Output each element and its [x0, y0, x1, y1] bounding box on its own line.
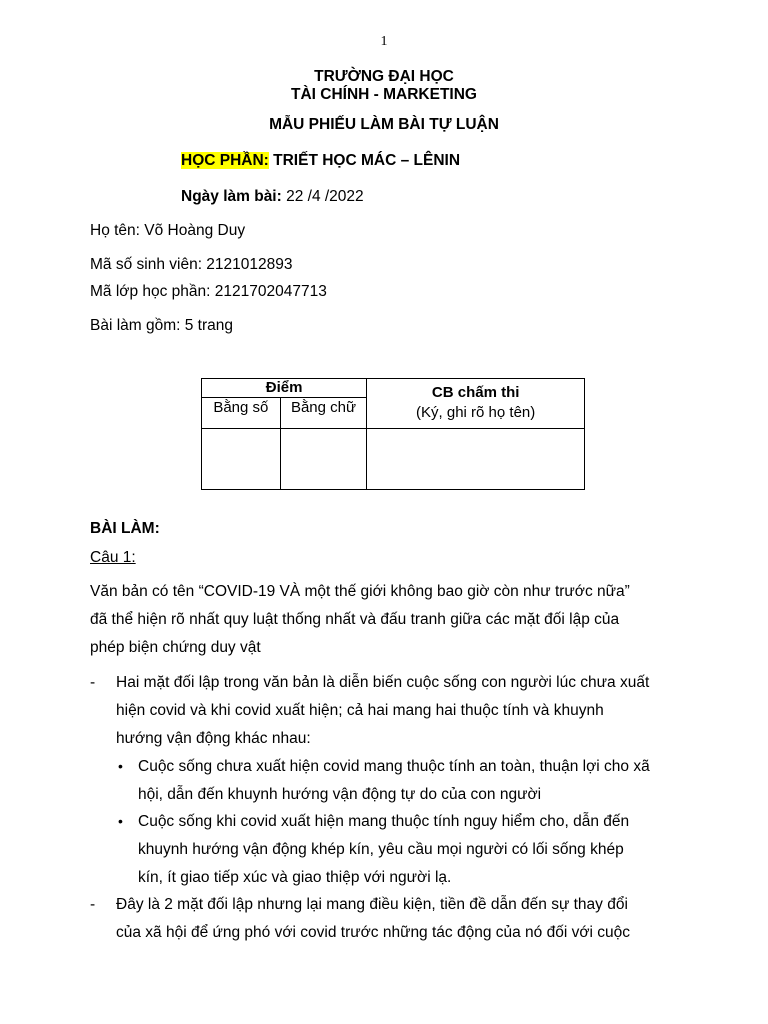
score-words-cell [280, 429, 367, 490]
bullet-line: Cuộc sống khi covid xuất hiện mang thuộc tính nguy hiểm cho, dẫn đến [138, 813, 630, 830]
exam-date-label: Ngày làm bài: [181, 188, 282, 205]
exam-date-value: 22 /4 /2022 [281, 188, 364, 205]
examiner-signature-cell [367, 429, 585, 490]
bullet-item-1 [138, 753, 650, 809]
course-name: TRIẾT HỌC MÁC – LÊNIN [268, 152, 461, 169]
col-score-number: Bằng số [202, 398, 281, 429]
examiner-subtitle: (Ký, ghi rõ họ tên) [416, 404, 536, 421]
point-line: hiện covid và khi covid xuất hiện; cả hai mang hai thuộc tính và khuynh [116, 702, 604, 719]
score-number-cell [202, 429, 281, 490]
form-title: MẪU PHIẾU LÀM BÀI TỰ LUẬN [269, 116, 499, 133]
examiner-cell [367, 379, 585, 429]
bullet-line: khuynh hướng vận động khép kín, yêu cầu mọi người có lối sống khép [138, 841, 624, 858]
point-1 [116, 669, 649, 753]
point-line: Đây là 2 mặt đối lập nhưng lại mang điều kiện, tiền đề dẫn đến sự thay đổi [116, 896, 628, 913]
question-label: Câu 1: [90, 549, 136, 566]
point-line: Hai mặt đối lập trong văn bản là diễn biến cuộc sống con người lúc chưa xuất [116, 674, 650, 691]
dash-marker: - [90, 896, 96, 913]
course-label: HỌC PHẦN: [181, 152, 269, 169]
exam-date-line [181, 188, 364, 206]
class-code: Mã lớp học phần: 2121702047713 [90, 283, 327, 300]
student-name: Họ tên: Võ Hoàng Duy [90, 222, 246, 239]
point-line: hướng vận động khác nhau: [116, 730, 311, 747]
page-number: 1 [380, 34, 388, 49]
intro-line: Văn bản có tên “COVID-19 VÀ một thế giới không bao giờ còn như trước nữa” [90, 583, 630, 600]
score-header: Điểm [202, 379, 367, 398]
point-2 [116, 891, 630, 947]
grade-table [201, 378, 585, 490]
bullet-line: kín, ít giao tiếp xúc và giao thiệp với người lạ. [138, 869, 452, 886]
bullet-marker: • [118, 758, 123, 774]
bullet-marker: • [118, 813, 123, 829]
dash-marker: - [90, 674, 96, 691]
student-id: Mã số sinh viên: 2121012893 [90, 256, 293, 273]
bullet-item-2 [138, 808, 629, 892]
page-count: Bài làm gồm: 5 trang [90, 317, 234, 334]
university-name-line2: TÀI CHÍNH - MARKETING [291, 86, 477, 103]
intro-paragraph [90, 578, 630, 662]
examiner-title: CB chấm thi [431, 384, 520, 401]
bullet-line: hội, dẫn đến khuynh hướng vận động tự do của con người [138, 786, 542, 803]
intro-line: đã thể hiện rõ nhất quy luật thống nhất và đấu tranh giữa các mặt đối lập của [90, 611, 620, 628]
bullet-line: Cuộc sống chưa xuất hiện covid mang thuộc tính an toàn, thuận lợi cho xã [138, 758, 650, 775]
university-name-line1: TRƯỜNG ĐẠI HỌC [314, 68, 454, 85]
col-score-words: Bằng chữ [280, 398, 367, 429]
point-line: của xã hội để ứng phó với covid trước những tác động của nó đối với cuộc [116, 924, 630, 941]
answer-section-title: BÀI LÀM: [90, 520, 160, 537]
course-line [181, 152, 460, 170]
intro-line: phép biện chứng duy vật [90, 639, 261, 656]
